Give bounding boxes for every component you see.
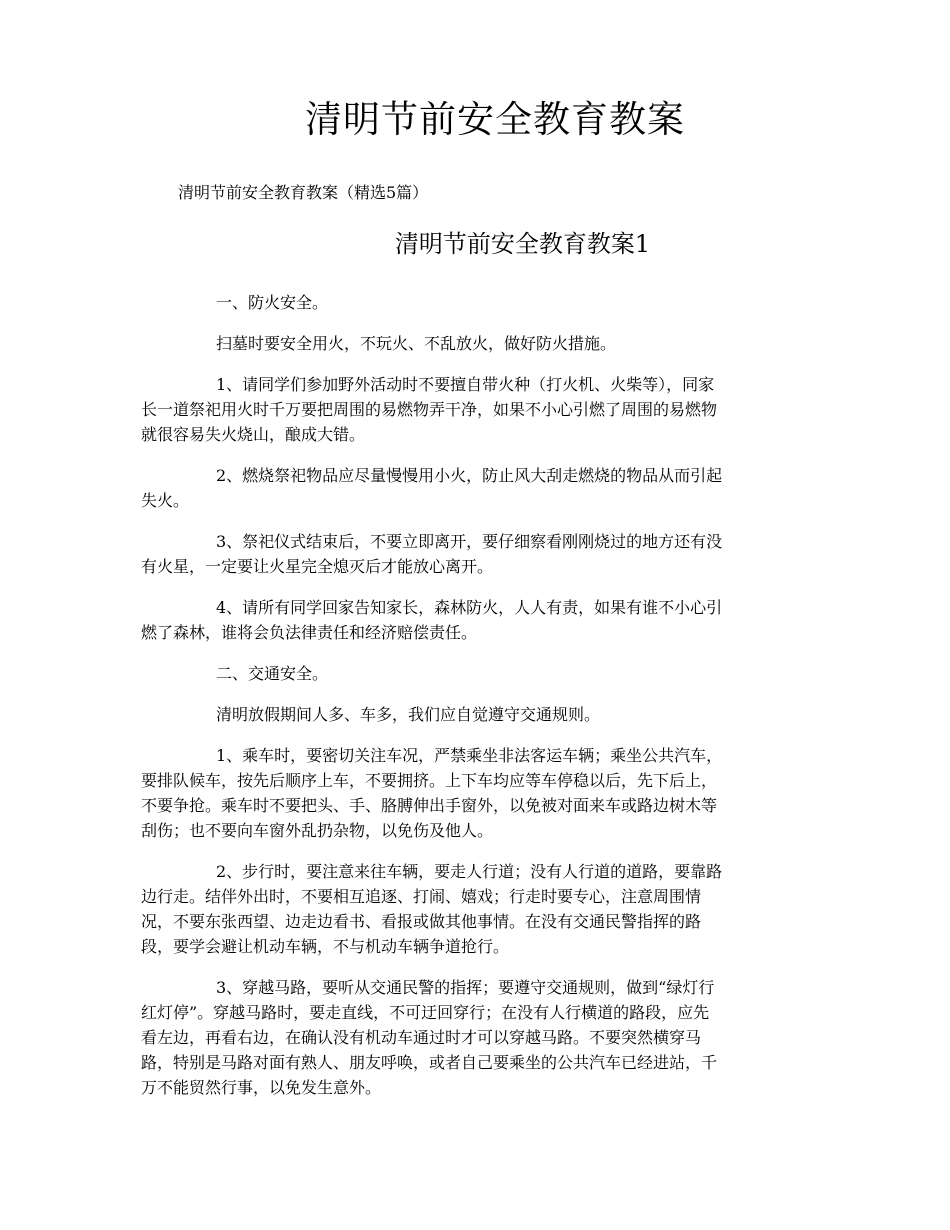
paragraph: 3、穿越马路，要听从交通民警的指挥；要遵守交通规则，做到“绿灯行 红灯停”。穿越马路时，要走直线，不可迂回穿行；在没有人行横道的路段，应先 看左边，再看右边，在确认没有机动车通过时才可以穿越马路。不要突然横穿马 路，特别是马路对面有熟人、朋友呼唤，或者自己要乘坐的公共汽车已经进站，千 万不能贸然行事，以免发生意外。 [141, 978, 718, 1097]
document-subtitle: 清明节前安全教育教案（精选5篇） [178, 183, 429, 202]
paragraph: 清明放假期间人多、车多，我们应自觉遵守交通规则。 [216, 705, 601, 724]
heading-fire-safety: 一、防火安全。 [216, 293, 329, 312]
heading-traffic-safety: 二、交通安全。 [216, 664, 329, 683]
paragraph: 扫墓时要安全用火，不玩火、不乱放火，做好防火措施。 [216, 334, 617, 353]
paragraph: 2、燃烧祭祀物品应尽量慢慢用小火，防止风大刮走燃烧的物品从而引起 失火。 [141, 466, 723, 510]
section-title: 清明节前安全教育教案1 [394, 230, 651, 258]
paragraph: 2、步行时，要注意来往车辆，要走人行道；没有人行道的道路，要靠路 边行走。结伴外出时，不要相互追逐、打闹、嬉戏；行走时要专心，注意周围情 况，不要东张西望、边走边看书、看报或做其他事情。在没有交通民警指挥的路 段，要学会避让机动车辆，不与机动车辆争道抢行。 [141, 862, 723, 956]
paragraph: 1、乘车时，要密切关注车况，严禁乘坐非法客运车辆；乘坐公共汽车， 要排队候车，按先后顺序上车，不要拥挤。上下车均应等车停稳以后，先下后上， 不要争抢。乘车时不要把头、手、胳膊伸出手窗外，以免被对面来车或路边树木等 刮伤；也不要向车窗外乱扔杂物，以免伤及他人。 [141, 746, 723, 840]
document-title: 清明节前安全教育教案 [305, 98, 685, 141]
document-body [141, 290, 815, 1116]
paragraph: 3、祭祀仪式结束后，不要立即离开，要仔细察看刚刚烧过的地方还有没 有火星，一定要让火星完全熄灭后才能放心离开。 [141, 532, 723, 576]
paragraph: 1、请同学们参加野外活动时不要擅自带火种（打火机、火柴等），同家 长一道祭祀用火时千万要把周围的易燃物弄干净，如果不小心引燃了周围的易燃物 就很容易失火烧山，酿成大错。 [141, 375, 718, 444]
paragraph: 4、请所有同学回家告知家长，森林防火，人人有责，如果有谁不小心引 燃了森林，谁将会负法律责任和经济赔偿责任。 [141, 598, 723, 642]
